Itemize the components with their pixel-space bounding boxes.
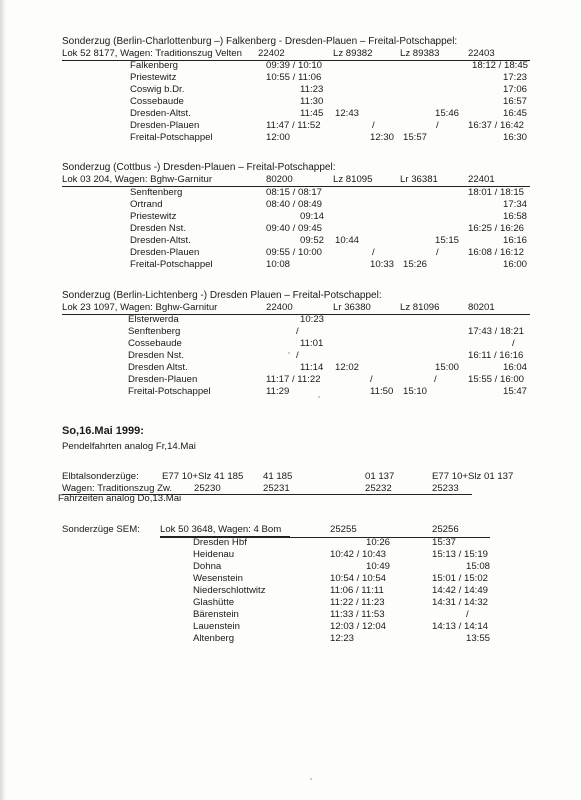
time-cell: / [512, 338, 515, 349]
train-number: Lr 36380 [333, 302, 371, 313]
station-name: Wesenstein [193, 573, 243, 584]
time-cell: 10:49 [366, 561, 391, 572]
wagen-info: Wagen: Traditionszug Zw. [62, 483, 173, 494]
station-name: Falkenberg [130, 60, 178, 71]
time-cell: 10:54 / 10:54 [330, 573, 387, 584]
train-number: E77 10+Slz 41 185 [162, 471, 244, 482]
time-cell: 16:57 [503, 96, 528, 107]
train-number: Lz 89383 [400, 48, 440, 59]
time-cell: 15:00 [435, 362, 460, 373]
time-cell: 16:00 [503, 259, 528, 270]
train-number: 22402 [258, 48, 285, 59]
time-cell: 16:08 / 16:12 [468, 247, 525, 258]
station-name: Lauenstein [193, 621, 240, 632]
time-cell: 11:22 / 11:23 [330, 597, 385, 608]
train-number: E77 10+Slz 01 137 [432, 471, 514, 482]
station-name: Dresden-Plauen [130, 120, 200, 131]
loco-info: Lok 03 204, Wagen: Bghw-Garnitur [62, 174, 213, 185]
loco-info: Lok 50 3648, Wagen: 4 Bom [160, 524, 282, 535]
time-cell: 11:01 [300, 338, 324, 349]
time-cell: 11:14 [300, 362, 324, 373]
time-cell: 16:04 [503, 362, 528, 373]
station-name: Priestewitz [130, 211, 177, 222]
train-number: 22401 [468, 174, 495, 185]
time-cell: / [434, 374, 437, 385]
train-number: 25231 [263, 483, 290, 494]
time-cell: 15:15 [435, 235, 460, 246]
time-cell: 11:30 [300, 96, 324, 107]
time-cell: 15:55 / 16:00 [468, 374, 525, 385]
station-name: Cossebaude [128, 338, 182, 349]
time-cell: 18:12 / 18:45 [472, 60, 529, 71]
train-number: 25255 [330, 524, 357, 535]
time-cell: 12:00 [266, 132, 291, 143]
time-cell: 16:30 [503, 132, 528, 143]
train-number: 80201 [468, 302, 495, 313]
time-cell: 10:44 [335, 235, 360, 246]
time-cell: 16:25 / 16:26 [468, 223, 525, 234]
time-cell: 09:40 / 09:45 [266, 223, 323, 234]
time-cell: 10:55 / 11:06 [266, 72, 322, 83]
train-number: Lz 81095 [333, 174, 373, 185]
time-cell: / [436, 120, 439, 131]
time-cell: 09:55 / 10:00 [266, 247, 323, 258]
time-cell: 15:08 [466, 561, 491, 572]
section-header: Sonderzug (Berlin-Lichtenberg -) Dresden Plauen – Freital-Potschappel: [62, 290, 382, 301]
time-cell: 08:40 / 08:49 [266, 199, 323, 210]
time-cell: 15:13 / 15:19 [432, 549, 489, 560]
train-number: 25256 [432, 524, 459, 535]
time-cell: 12:03 / 12:04 [330, 621, 387, 632]
time-cell: 16:11 / 16:16 [468, 350, 524, 361]
day-title: So,16.Mai 1999: [62, 425, 144, 437]
time-cell: 09:39 / 10:10 [266, 60, 323, 71]
section-header: Sonderzug (Cottbus -) Dresden-Plauen – Freital-Potschappel: [62, 162, 336, 173]
time-cell: 08:15 / 08:17 [266, 187, 323, 198]
station-name: Dohna [193, 561, 222, 572]
station-name: Altenberg [193, 633, 235, 644]
station-name: Niederschlottwitz [193, 585, 266, 596]
scan-speck [288, 352, 290, 354]
time-cell: 15:46 [435, 108, 460, 119]
station-name: Dresden Hbf [193, 537, 247, 548]
train-number: 80200 [266, 174, 293, 185]
time-cell: 09:14 [300, 211, 325, 222]
time-cell: 11:06 / 11:11 [330, 585, 384, 596]
time-cell: 10:26 [366, 537, 391, 548]
time-cell: 14:31 / 14:32 [432, 597, 489, 608]
station-name: Dresden-Plauen [130, 247, 200, 258]
loco-info: Lok 52 8177, Wagen: Traditionszug Velten [62, 48, 242, 59]
time-cell: 17:23 [503, 72, 528, 83]
time-cell: 10:23 [300, 314, 325, 325]
time-cell: 11:29 [266, 386, 290, 397]
time-cell: 14:13 / 14:14 [432, 621, 489, 632]
time-cell: 12:23 [330, 633, 355, 644]
train-number: 25230 [194, 483, 221, 494]
scan-speck [318, 396, 320, 398]
time-cell: / [372, 120, 375, 131]
time-cell: 16:58 [503, 211, 528, 222]
station-name: Cossebaude [130, 96, 184, 107]
time-cell: 11:33 / 11:53 [330, 609, 385, 620]
time-cell: 11:47 / 11:52 [266, 120, 321, 131]
time-cell: 17:06 [503, 84, 528, 95]
section-header: Sonderzug (Berlin-Charlottenburg –) Falkenberg - Dresden-Plauen – Freital-Potschappel: [62, 36, 458, 47]
station-name: Coswig b.Dr. [130, 84, 185, 95]
time-cell: / [466, 609, 469, 620]
time-cell: 11:17 / 11:22 [266, 374, 321, 385]
time-cell: 18:01 / 18:15 [468, 187, 525, 198]
station-name: Senftenberg [130, 187, 183, 198]
train-number: 25233 [432, 483, 459, 494]
station-name: Dresden Nst. [128, 350, 184, 361]
train-number: Lr 36381 [400, 174, 438, 185]
pendel-note: Pendelfahrten analog Fr,14.Mai [62, 441, 196, 452]
train-number: 22403 [468, 48, 495, 59]
fahrzeiten-note: Fahrzeiten analog Do,13.Mai [58, 493, 182, 504]
time-cell: 15:47 [503, 386, 528, 397]
time-cell: 11:50 [370, 386, 394, 397]
time-cell: / [370, 374, 373, 385]
station-name: Ortrand [130, 199, 163, 210]
train-number: 41 185 [263, 471, 293, 482]
station-name: Dresden Altst. [128, 362, 188, 373]
time-cell: 16:37 / 16:42 [468, 120, 525, 131]
loco-info: Lok 23 1097, Wagen: Bghw-Garnitur [62, 302, 218, 313]
time-cell: 15:37 [432, 537, 457, 548]
station-name: Dresden Nst. [130, 223, 186, 234]
station-name: Elsterwerda [128, 314, 179, 325]
time-cell: 15:10 [403, 386, 428, 397]
station-name: Freital-Potschappel [130, 259, 213, 270]
station-name: Bärenstein [193, 609, 239, 620]
time-cell: 15:26 [403, 259, 428, 270]
train-number: Lz 89382 [333, 48, 373, 59]
time-cell: 10:33 [370, 259, 395, 270]
station-name: Priestewitz [130, 72, 177, 83]
station-name: Dresden-Plauen [128, 374, 198, 385]
time-cell: / [296, 350, 299, 361]
time-cell: 10:08 [266, 259, 291, 270]
station-name: Glashütte [193, 597, 235, 608]
time-cell: / [436, 247, 439, 258]
station-name: Dresden-Altst. [130, 108, 191, 119]
scan-speck [310, 778, 312, 780]
station-name: Freital-Potschappel [128, 386, 211, 397]
time-cell: 11:23 [300, 84, 324, 95]
time-cell: 16:45 [503, 108, 528, 119]
time-cell: 15:57 [403, 132, 428, 143]
train-number: 22400 [266, 302, 293, 313]
time-cell: 09:52 [300, 235, 325, 246]
station-name: Freital-Potschappel [130, 132, 213, 143]
time-cell: / [372, 247, 375, 258]
time-cell: 17:34 [503, 199, 528, 210]
station-name: Dresden-Altst. [130, 235, 191, 246]
station-name: Senftenberg [128, 326, 181, 337]
train-number: 25232 [365, 483, 392, 494]
elbtal-label: Elbtalsonderzüge: [62, 471, 139, 482]
time-cell: 16:16 [503, 235, 528, 246]
time-cell: 15:01 / 15:02 [432, 573, 489, 584]
time-cell: 13:55 [466, 633, 491, 644]
station-name: Heidenau [193, 549, 235, 560]
time-cell: 17:43 / 18:21 [468, 326, 525, 337]
time-cell: 10:42 / 10:43 [330, 549, 387, 560]
train-number: 01 137 [365, 471, 395, 482]
sem-label: Sonderzüge SEM: [62, 524, 140, 535]
time-cell: 12:43 [335, 108, 360, 119]
scan-edge-shadow [0, 0, 6, 800]
time-cell: 14:42 / 14:49 [432, 585, 489, 596]
time-cell: 12:02 [335, 362, 360, 373]
time-cell: 12:30 [370, 132, 395, 143]
time-cell: 11:45 [300, 108, 324, 119]
time-cell: / [296, 326, 299, 337]
train-number: Lz 81096 [400, 302, 440, 313]
